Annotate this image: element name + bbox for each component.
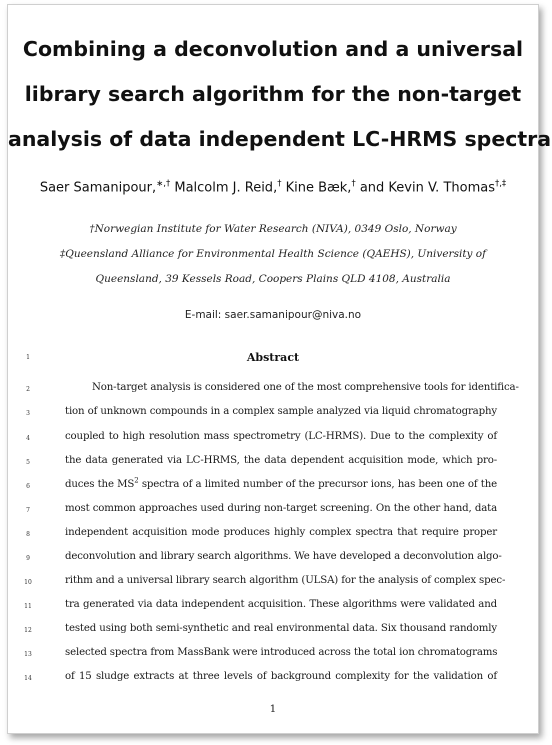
author-affiliation-mark: ∗,† xyxy=(156,179,171,189)
superscript: 2 xyxy=(134,476,139,485)
line-number: 5 xyxy=(26,459,30,466)
line-number: 4 xyxy=(26,435,30,442)
paper-page xyxy=(7,4,552,734)
abstract-heading: Abstract xyxy=(246,351,300,364)
line-number: 9 xyxy=(26,555,30,562)
abstract-line xyxy=(65,476,497,490)
line-number: 3 xyxy=(26,410,30,417)
corresponding-email: E-mail: saer.samanipour@niva.no xyxy=(184,309,362,321)
line-number: 12 xyxy=(24,627,32,634)
affiliations xyxy=(8,217,538,292)
line-number: 2 xyxy=(26,386,30,393)
author-name: Saer Samanipour, xyxy=(39,180,157,196)
abstract-line: coupled to high resolution mass spectrometry (LC-HRMS). Due to the complexity of xyxy=(65,431,497,442)
affiliation-line: ‡Queensland Alliance for Environmental Health Science (QAEHS), University of xyxy=(59,248,487,260)
title-line: library search algorithm for the non-target xyxy=(24,82,522,106)
affiliation-line: Queensland, 39 Kessels Road, Coopers Plains QLD 4108, Australia xyxy=(95,273,451,285)
line-number: 10 xyxy=(24,579,32,586)
line-number: 8 xyxy=(26,531,30,538)
author-affiliation-mark: † xyxy=(351,179,356,189)
author-affiliation-mark: †,‡ xyxy=(494,179,507,189)
affiliation-line: †Norwegian Institute for Water Research (NIVA), 0349 Oslo, Norway xyxy=(89,223,457,235)
line-number: 14 xyxy=(24,675,32,682)
author-name: Kine Bæk, xyxy=(281,180,352,196)
line-number: 13 xyxy=(24,651,32,658)
line-number: 6 xyxy=(26,483,30,490)
author-affiliation-mark: † xyxy=(277,179,282,189)
page-number: 1 xyxy=(269,703,277,715)
abstract-line: Non-target analysis is considered one of the most comprehensive tools for identifica- xyxy=(92,382,519,393)
title-line: analysis of data independent LC-HRMS spectra xyxy=(8,127,552,151)
abstract-line: independent acquisition mode produces highly complex spectra that require proper xyxy=(65,527,497,538)
abstract-line: tra generated via data independent acquisition. These algorithms were validated and xyxy=(65,599,497,610)
title-line: Combining a deconvolution and a universal xyxy=(22,37,524,61)
line-number: 11 xyxy=(24,603,32,610)
abstract-line: tion of unknown compounds in a complex sample analyzed via liquid chromatography xyxy=(65,406,497,417)
abstract-line: of 15 sludge extracts at three levels of background complexity for the validation of xyxy=(65,671,497,682)
line-number: 1 xyxy=(26,354,30,361)
abstract-line: tested using both semi-synthetic and real environmental data. Six thousand randomly xyxy=(65,623,497,634)
abstract-text: spectra of a limited number of the precursor ions, has been one of the xyxy=(138,479,497,490)
author-list xyxy=(8,179,538,195)
author-name: Malcolm J. Reid, xyxy=(170,180,278,196)
abstract-line: deconvolution and library search algorithms. We have developed a deconvolution algo- xyxy=(65,551,502,562)
abstract-text: duces the MS xyxy=(65,479,135,490)
paper-title xyxy=(8,27,552,162)
abstract-line: the data generated via LC-HRMS, the data dependent acquisition mode, which pro- xyxy=(65,455,497,466)
author-name: and Kevin V. Thomas xyxy=(355,180,495,196)
abstract-line: selected spectra from MassBank were introduced across the total ion chromatograms xyxy=(65,647,498,658)
line-number: 7 xyxy=(26,507,30,514)
abstract-line: rithm and a universal library search algorithm (ULSA) for the analysis of complex spec- xyxy=(65,575,506,586)
abstract-line: most common approaches used during non-target screening. On the other hand, data xyxy=(65,503,497,514)
